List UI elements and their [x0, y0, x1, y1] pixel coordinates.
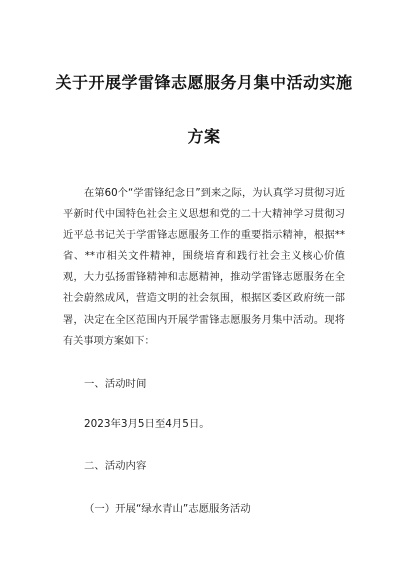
- section-heading-activity-time: 一、活动时间: [84, 378, 147, 390]
- activity-dates: 2023年3月5日至4月5日。: [84, 418, 210, 430]
- section-heading-activity-content: 二、活动内容: [84, 460, 147, 472]
- document-title-line-2: 方案: [187, 127, 221, 146]
- intro-paragraph: 在第60个“学雷锋纪念日”到来之际，为认真学习贯彻习近平新时代中国特色社会主义思想和党的二十大精神学习贯彻习近平总书记关于学雷锋志愿服务工作的重要指示精神，根据**省、**市相关文件精神，围绕培育和践行社会主义核心价值观，大力弘扬雷锋精神和志愿精神，推动学雷锋志愿服务在全社会蔚然成风，营造文明的社会氛围，根据区委区政府统一部署，决定在全区范围内开展学雷锋志愿服务月集中活动。现将有关事项方案如下：: [63, 188, 345, 347]
- subsection-heading-green-mountains: （一）开展“绿水青山”志愿服务活动: [84, 503, 251, 515]
- document-title-line-1: 关于开展学雷锋志愿服务月集中活动实施: [55, 73, 353, 92]
